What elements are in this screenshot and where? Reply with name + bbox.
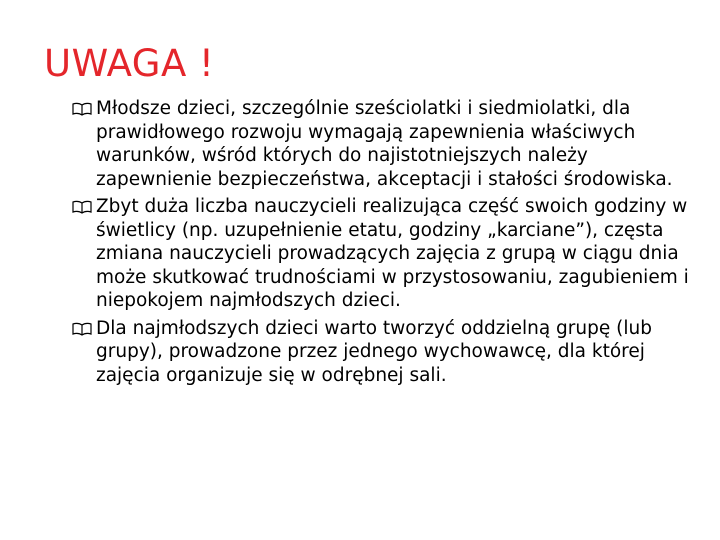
book-icon (72, 322, 92, 336)
book-icon (72, 200, 92, 214)
bullet-item (72, 195, 692, 313)
bullet-text: Młodsze dzieci, szczególnie sześciolatki i siedmiolatki, dla prawidłowego rozwoju wymagają zapewnienia właściwych warunków, wśród których do najistotniejszych należy zapewnienie bezpieczeństwa, akceptacji i stałości środowiska. (96, 98, 673, 190)
bullet-text: Dla najmłodszych dzieci warto tworzyć oddzielną grupę (lub grupy), prowadzone przez jednego wychowawcę, dla której zajęcia organizuje się w odrębnej sali. (96, 317, 652, 386)
bullet-item (72, 317, 692, 388)
slide-title: UWAGA ! (44, 42, 215, 85)
bullet-text: Zbyt duża liczba nauczycieli realizująca część swoich godziny w świetlicy (np. uzupełnienie etatu, godziny „karciane”), częsta zmiana nauczycieli prowadzących zajęcia z grupą w ciągu dnia może skutkować trudnościami w przystosowaniu, zagubieniem i niepokojem najmłodszych dzieci. (96, 196, 689, 311)
bullet-list (72, 97, 692, 391)
bullet-item (72, 97, 692, 191)
book-icon (72, 102, 92, 116)
